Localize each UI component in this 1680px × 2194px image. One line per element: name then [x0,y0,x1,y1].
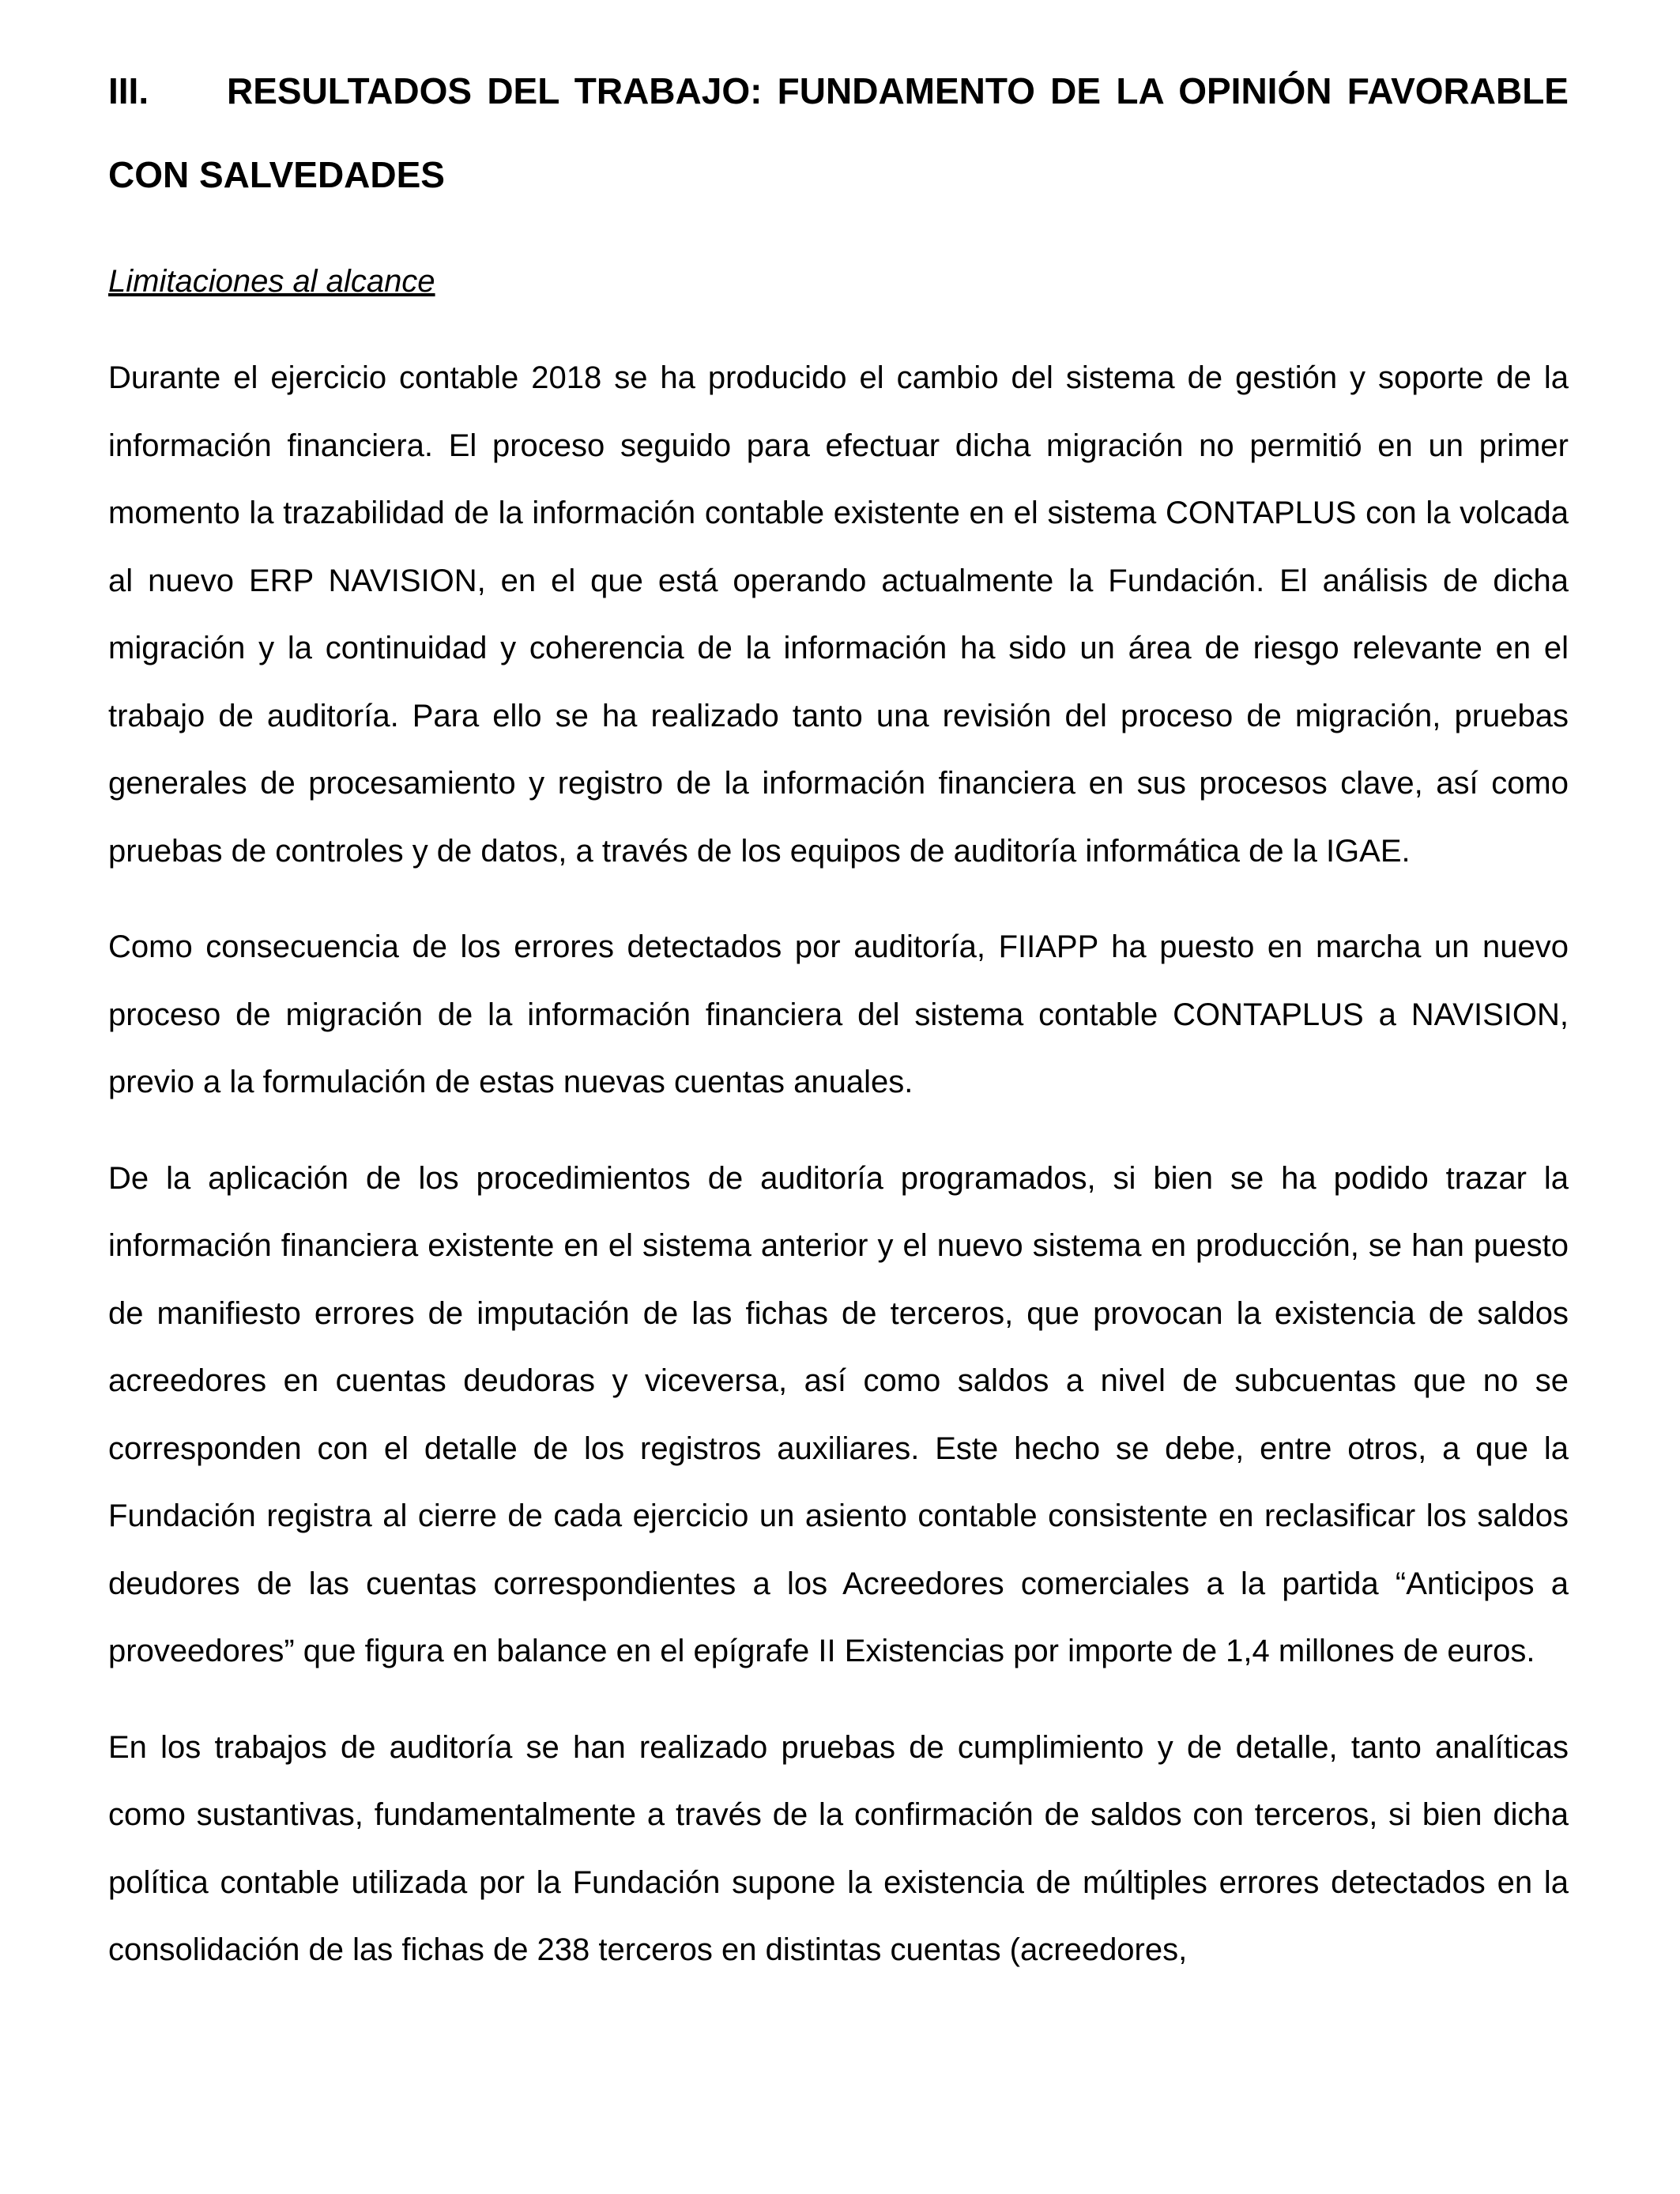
paragraph-migration: Durante el ejercicio contable 2018 se ha producido el cambio del sistema de gestión y soporte de la información financiera. El proceso seguido para efectuar dicha migración no permitió en un primer momento la trazabilidad de la información contable existente en el sistema CONTAPLUS con la volcada al nuevo ERP NAVISION, en el que está operando actualmente la Fundación. El análisis de dicha migración y la continuidad y coherencia de la información ha sido un área de riesgo relevante en el trabajo de auditoría. Para ello se ha realizado tanto una revisión del proceso de migración, pruebas generales de procesamiento y registro de la información financiera en sus procesos clave, así como pruebas de controles y de datos, a través de los equipos de auditoría informática de la IGAE. [108,360,1569,869]
section-title: RESULTADOS DEL TRABAJO: FUNDAMENTO DE LA OPINIÓN FAVORABLE CON SALVEDADES [108,70,1569,195]
section-number: III. [108,70,149,111]
section-heading [108,49,1569,217]
page-content [108,49,1569,1985]
paragraph-errors-detected: Como consecuencia de los errores detectados por auditoría, FIIAPP ha puesto en marcha un nuevo proceso de migración de la información financiera del sistema contable CONTAPLUS a NAVISION, previo a la formulación de estas nuevas cuentas anuales. [108,929,1569,1099]
paragraph-procedures: De la aplicación de los procedimientos de auditoría programados, si bien se ha podido trazar la información financiera existente en el sistema anterior y el nuevo sistema en producción, se han puesto de manifiesto errores de imputación de las fichas de terceros, que provocan la existencia de saldos acreedores en cuentas deudoras y viceversa, así como saldos a nivel de subcuentas que no se corresponden con el detalle de los registros auxiliares. Este hecho se debe, entre otros, a que la Fundación registra al cierre de cada ejercicio un asiento contable consistente en reclasificar los saldos deudores de las cuentas correspondientes a los Acreedores comerciales a la partida “Anticipos a proveedores” que figura en balance en el epígrafe II Existencias por importe de 1,4 millones de euros. [108,1160,1569,1668]
paragraph-audit-tests: En los trabajos de auditoría se han realizado pruebas de cumplimiento y de detalle, tanto analíticas como sustantivas, fundamentalmente a través de la confirmación de saldos con terceros, si bien dicha política contable utilizada por la Fundación supone la existencia de múltiples errores detectados en la consolidación de las fichas de 238 terceros en distintas cuentas (acreedores, [108,1729,1569,1967]
subsection-title: Limitaciones al alcance [108,264,435,299]
